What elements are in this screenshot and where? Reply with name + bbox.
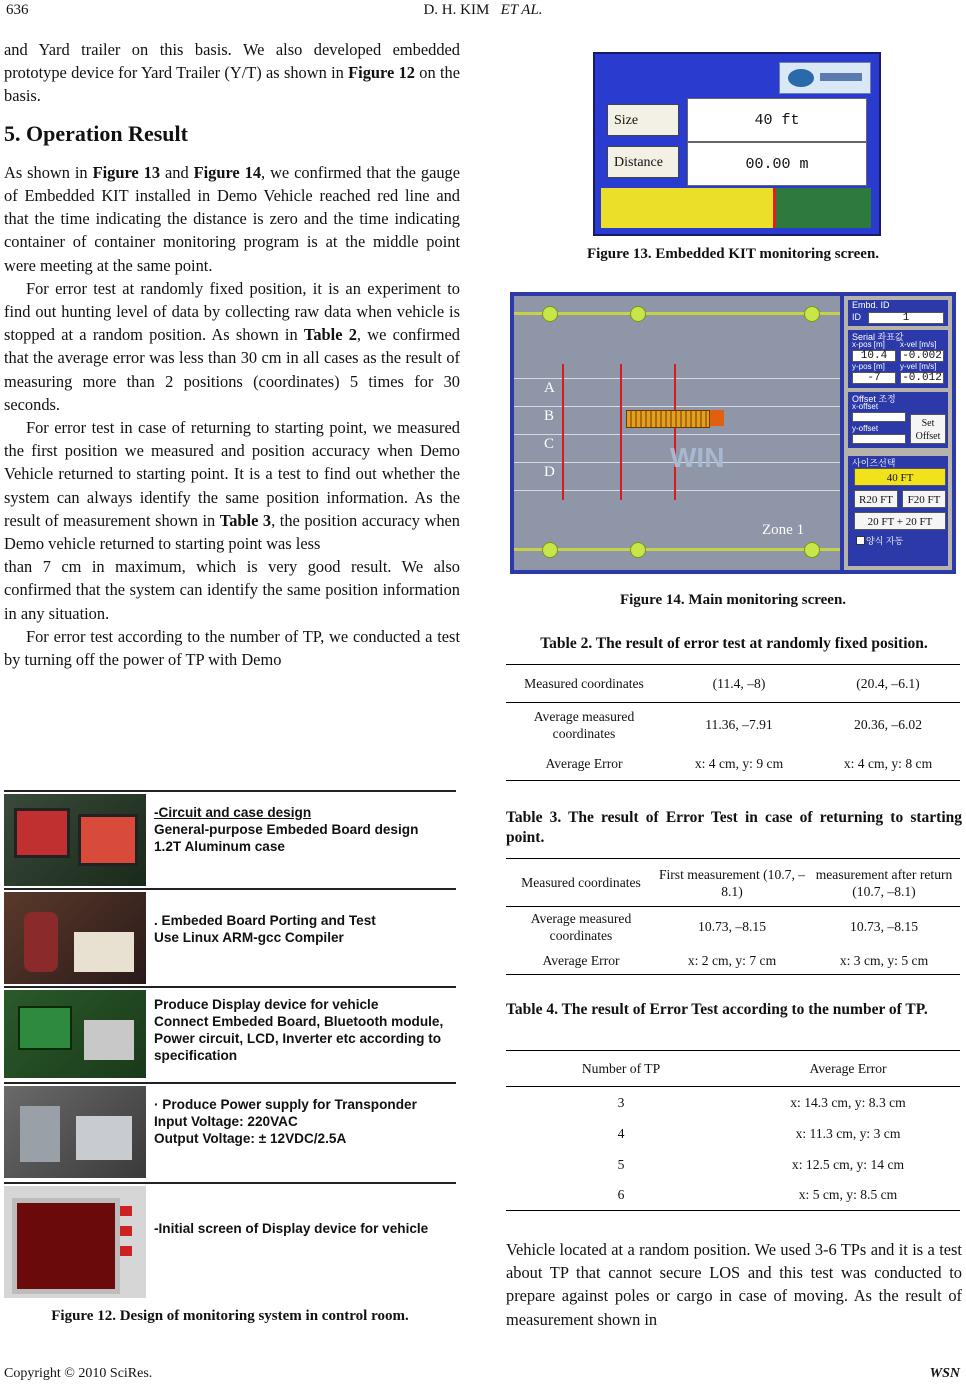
et-al: ET AL. [500, 2, 543, 18]
x-pos-field: 10.4 [852, 350, 896, 362]
zone-label: Zone 1 [762, 522, 805, 538]
y-vel-field: -0.012 [900, 372, 944, 384]
author: D. H. KIM [423, 2, 490, 18]
fig12-row-1-text: -Circuit and case design General-purpose Embeded Board design 1.2T Aluminum case [154, 805, 419, 854]
paragraph-3-cont: than 7 cm in maximum, which is very good result. We also confirmed that the system can identify the same position information in any situation. [4, 557, 460, 623]
figure-14-caption: Figure 14. Main monitoring screen. [619, 592, 847, 608]
table-row: 6 x: 5 cm, y: 8.5 cm [617, 1187, 898, 1203]
journal-name: WSN [929, 1366, 960, 1381]
btn-r20ft[interactable]: R20 FT [854, 490, 898, 508]
set-offset-button[interactable]: Set Offset [910, 414, 946, 444]
table-row: 3 x: 14.3 cm, y: 8.3 cm [617, 1094, 906, 1110]
offset-label: Offset 조정 [852, 394, 896, 404]
table-3-caption: Table 3. The result of Error Test in case of returning to starting point. [506, 809, 962, 846]
right-column-text: Vehicle located at a random position. We used 3-6 TPs and it is a test about TP that cannot secure LOS and this test was conducted to prepare against poles or cargo in case of moving. As the result of measurement shown in [506, 1240, 962, 1329]
table-4-caption: Table 4. The result of Error Test according to the number of TP. [506, 1001, 928, 1018]
embd-id-label: Embd. ID [852, 300, 890, 310]
gauge-bar [601, 188, 773, 228]
size-value: 40 ft [687, 98, 867, 142]
paragraph-3: For error test in case of returning to starting point, we measured the first position we measured and position accuracy when Demo Vehicle returned to starting point. It is a test to find out whether the system can always identify the same position information. As the result of measurement shown in Table 3, the position accuracy when Demo vehicle returned to starting point was less [4, 418, 460, 554]
table-row: Average measured coordinates 10.73, –8.15 10.73, –8.15 [530, 910, 918, 943]
table-3 [506, 858, 960, 975]
y-offset-field[interactable] [852, 434, 906, 444]
lane-b-label: B [544, 408, 555, 424]
control-panel: Embd. ID ID 1 Serial 좌표값 x-pos [m] x-vel [m/s] 10.4 -0.002 y-pos [m] y-vel [m/s] -7 -0.012 Offset 조정 x-offset y-offset Set Offset 사이즈선택 40 FT R20 FT F20 FT 20 FT + 20 FT 양식 자동 [844, 296, 952, 570]
lane-c-label: C [544, 436, 555, 452]
table-row: Measured coordinates (11.4, –8) (20.4, –6.1) [506, 665, 960, 703]
table-row: 5 x: 12.5 cm, y: 14 cm [617, 1156, 905, 1172]
running-header [0, 2, 966, 19]
section-title: 5. Operation Result [4, 120, 188, 146]
yard-track [514, 296, 840, 570]
fig12-row-4-text: · Produce Power supply for Transponder Input Voltage: 220VAC Output Voltage: ± 12VDC/2.5A [154, 1097, 417, 1146]
btn-20ft-20ft[interactable]: 20 FT + 20 FT [854, 512, 946, 530]
tp-dot [630, 306, 646, 322]
auto-checkbox[interactable] [856, 536, 865, 545]
fig12-row-2-text: . Embeded Board Porting and Test Use Linux ARM-gcc Compiler [154, 913, 376, 945]
table-row: Measured coordinates First measurement (10.7, –8.1) measurement after return (10.7, –8.1) [506, 859, 960, 907]
left-column [4, 38, 460, 671]
table-row: 4 x: 11.3 cm, y: 3 cm [617, 1125, 901, 1141]
copyright: Copyright © 2010 SciRes. [4, 1366, 153, 1381]
photo-power-supply [4, 1086, 146, 1178]
table-row: Average Error x: 2 cm, y: 7 cm x: 3 cm, y: 5 cm [542, 952, 929, 968]
tp-dot [804, 542, 820, 558]
tp-dot [542, 306, 558, 322]
id-label: ID [852, 312, 861, 322]
x-vel-field: -0.002 [900, 350, 944, 362]
size-select-label: 사이즈선택 [852, 458, 896, 468]
y-pos-field: -7 [852, 372, 896, 384]
size-label: Size [607, 104, 679, 136]
distance-value: 00.00 m [687, 142, 867, 186]
table-row: Average Error x: 4 cm, y: 9 cm x: 4 cm, y: 8 cm [545, 755, 933, 771]
table-2-caption: Table 2. The result of error test at randomly fixed position. [540, 635, 928, 652]
paragraph-0: and Yard trailer on this basis. We also developed embedded prototype device for Yard Trailer (Y/T) as shown in Figure 12 on the basis. [4, 40, 460, 106]
tp-dot [804, 306, 820, 322]
figure-13-caption: Figure 13. Embedded KIT monitoring screen. [586, 246, 880, 262]
photo-display-device [4, 990, 146, 1078]
figure-12-caption: Figure 12. Design of monitoring system in control room. [51, 1308, 409, 1324]
table-2 [506, 664, 960, 781]
win-watermark: WIN [670, 442, 725, 473]
x-offset-field[interactable] [852, 412, 906, 422]
table-row: Average measured coordinates 11.36, –7.91 20.36, –6.02 [533, 708, 922, 741]
distance-label: Distance [607, 146, 679, 178]
tp-dot [542, 542, 558, 558]
logo [779, 62, 871, 94]
id-field[interactable]: 1 [868, 312, 944, 324]
btn-f20ft[interactable]: F20 FT [902, 490, 946, 508]
table-4 [506, 1050, 960, 1211]
figure-12-ref: Figure 12 [348, 63, 415, 83]
tp-dot [630, 542, 646, 558]
auto-label: 양식 자동 [866, 536, 904, 546]
container-icon [626, 410, 710, 428]
photo-circuit-case [4, 794, 146, 886]
fig12-row-3-text: Produce Display device for vehicle Connect Embeded Board, Bluetooth module, Power circuit, LCD, Inverter etc according to specification [154, 997, 444, 1063]
btn-40ft[interactable]: 40 FT [854, 468, 946, 486]
photo-porting-test [4, 892, 146, 984]
paragraph-2: For error test at randomly fixed position, it is an experiment to find out hunting level of data by collecting raw data when vehicle is stopped at a random position. As shown in Table 2, we confirmed that the average error was less than 30 cm in all cases as the result of measuring more than 2 positions (coordinates) 5 times for 30 seconds. [4, 278, 460, 414]
lane-d-label: D [544, 464, 555, 480]
table-header-row: Number of TP Average Error [506, 1051, 960, 1087]
gauge-remaining [776, 188, 871, 228]
lane-a-label: A [544, 380, 555, 396]
divider [4, 790, 456, 792]
paragraph-4: For error test according to the number of TP, we conducted a test by turning off the power of TP with Demo [4, 626, 460, 670]
serial-label: Serial 좌표값 [852, 332, 904, 342]
figure-14 [510, 292, 956, 574]
page-number: 636 [6, 2, 29, 18]
photo-initial-screen [4, 1186, 146, 1298]
paragraph-1: As shown in Figure 13 and Figure 14, we confirmed that the gauge of Embedded KIT installed in Demo Vehicle reached red line and that the time indicating the distance is zero and the time indicating container of container monitoring program is at the middle point were meeting at the same point. [4, 162, 461, 275]
figure-12 [4, 790, 456, 1300]
figure-13 [593, 52, 881, 236]
fig12-row-5-text: -Initial screen of Display device for vehicle [154, 1221, 429, 1236]
